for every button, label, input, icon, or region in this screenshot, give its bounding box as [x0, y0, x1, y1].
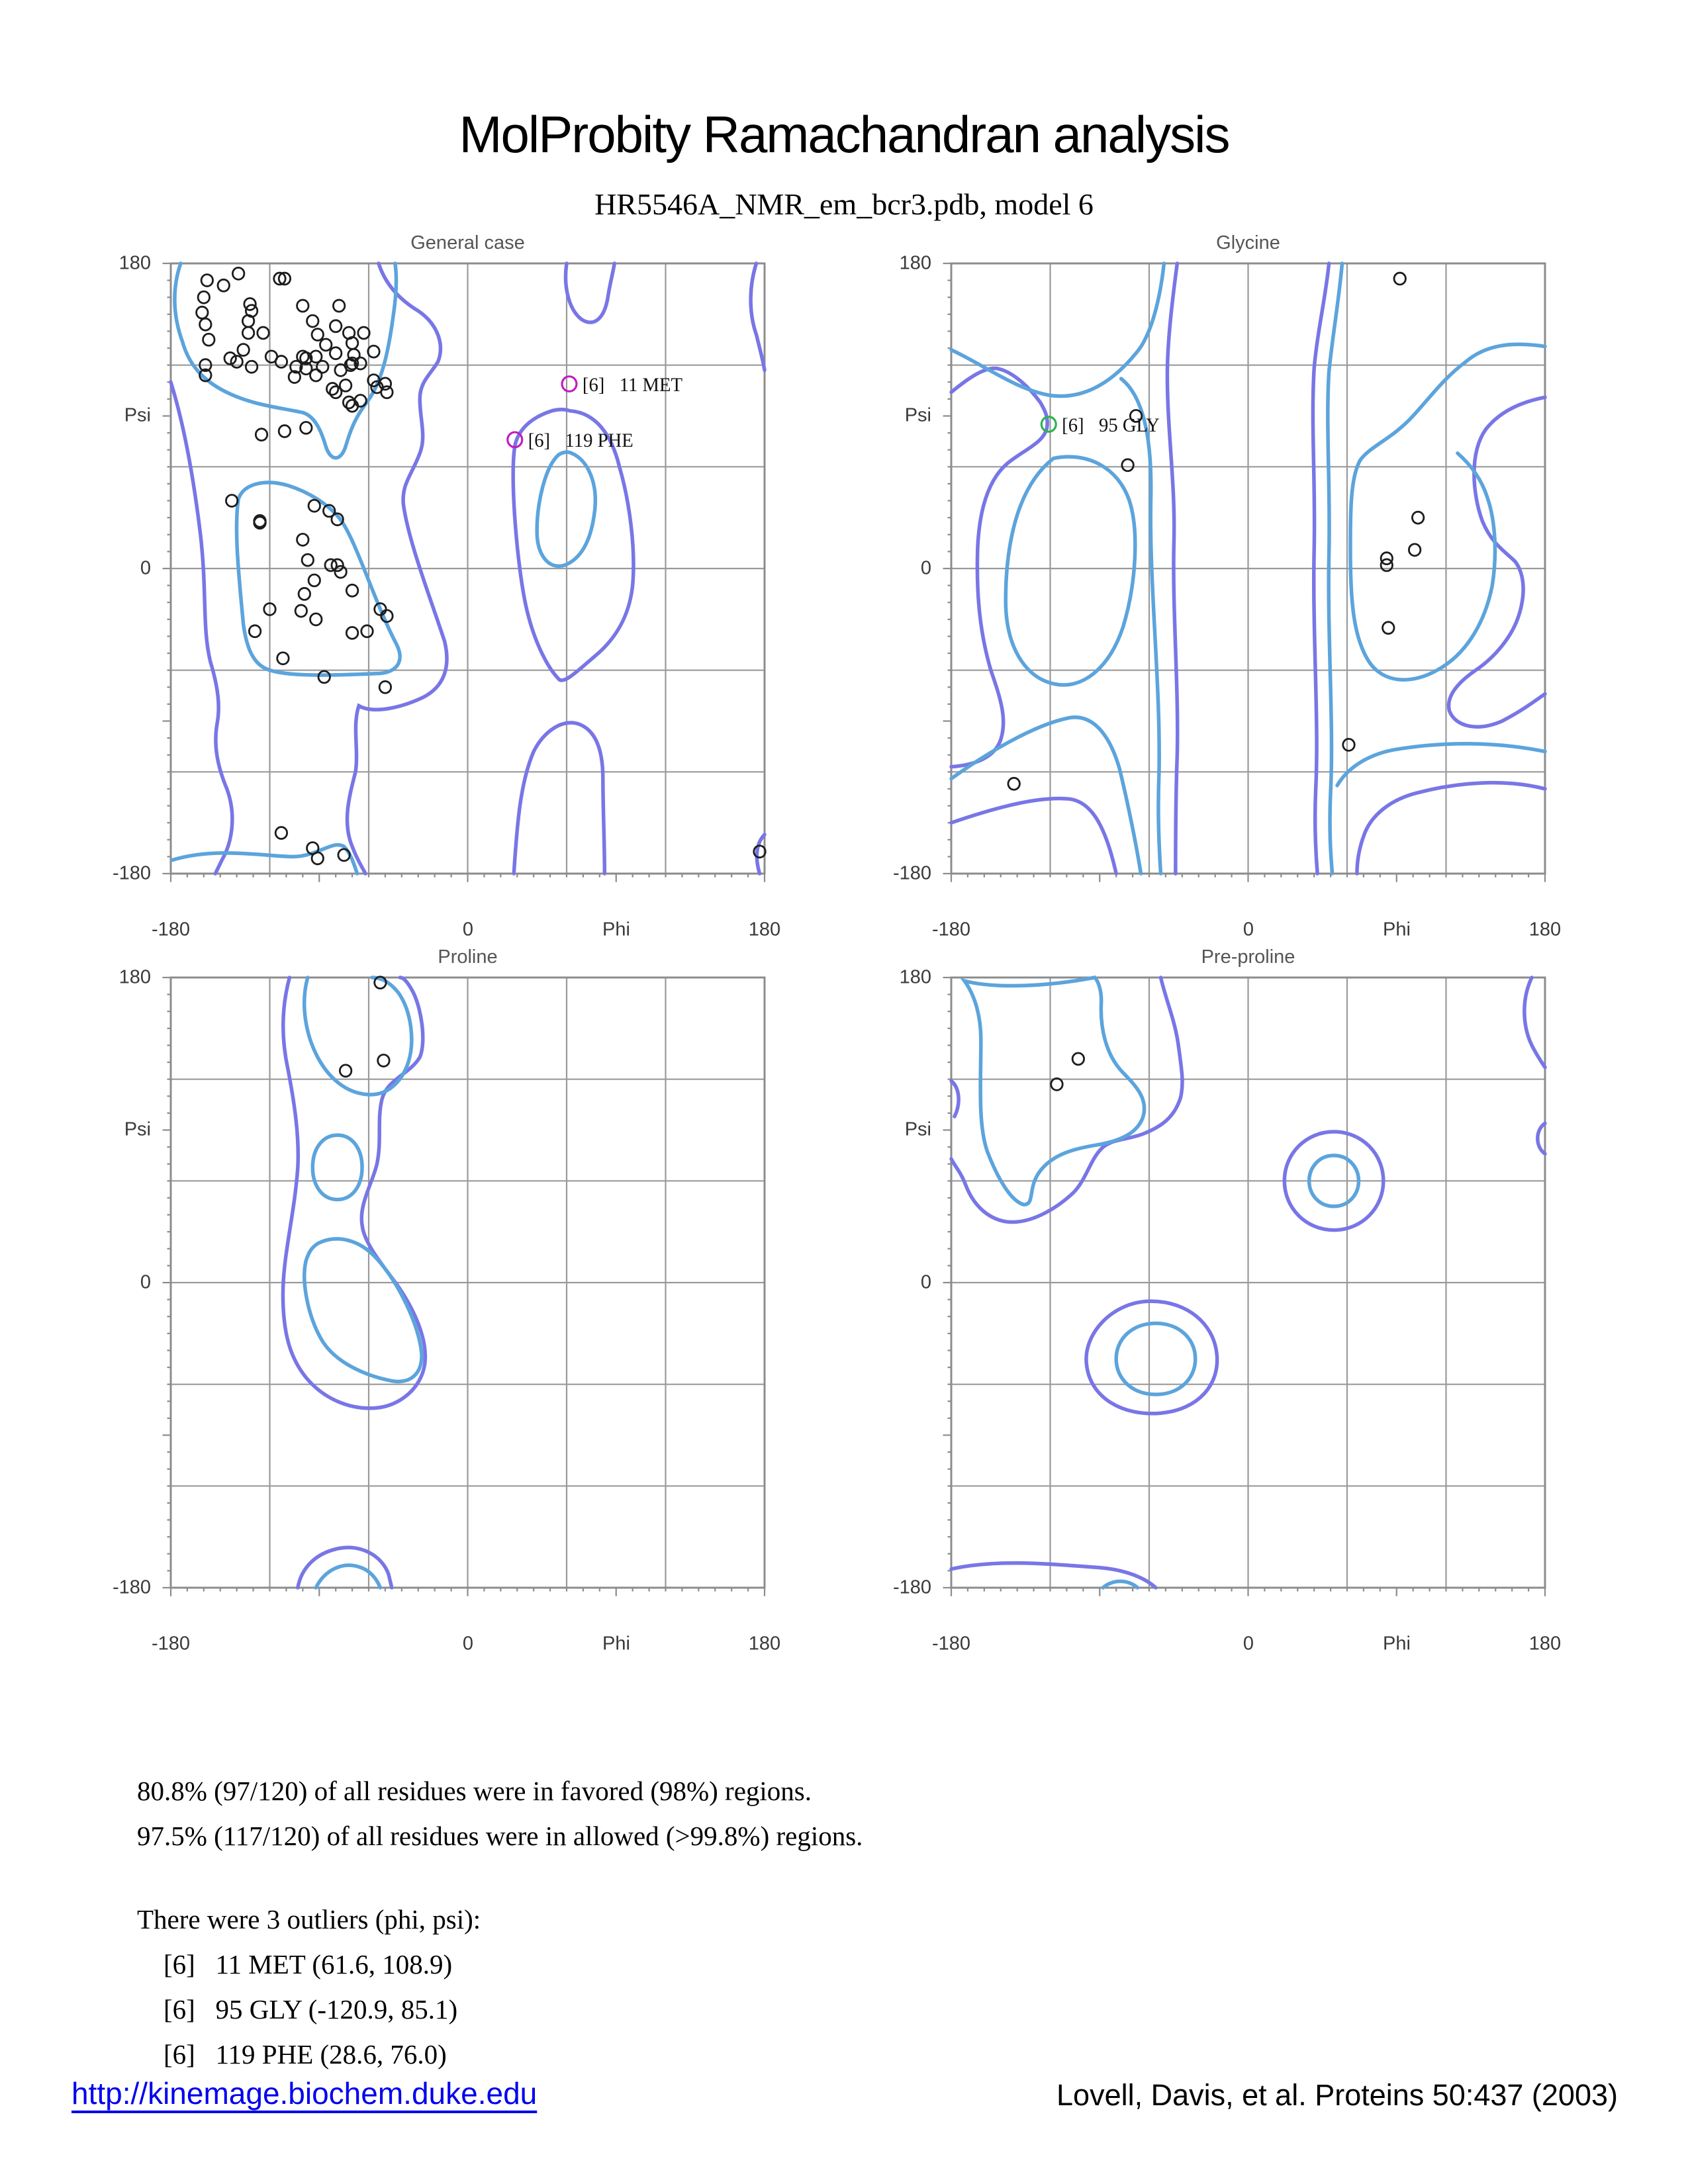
residue-point	[361, 625, 373, 637]
contour-favored	[1337, 744, 1545, 786]
ytick-0: 0	[140, 557, 151, 579]
contour-favored	[236, 482, 400, 675]
xtick-0: 0	[462, 1633, 474, 1655]
residue-point	[340, 379, 351, 391]
kinemage-link[interactable]: http://kinemage.biochem.duke.edu	[71, 2076, 538, 2111]
residue-point	[1072, 1053, 1084, 1065]
residue-point	[330, 347, 341, 359]
outliers-heading: There were 3 outliers (phi, psi):	[137, 1904, 481, 1934]
contour-allowed	[514, 723, 604, 874]
contour-allowed	[951, 369, 1047, 767]
outlier-item: [6] 95 GLY (-120.9, 85.1)	[164, 1994, 458, 2025]
residue-point	[302, 554, 313, 566]
ramachandran-canvas-proline	[171, 978, 765, 1588]
residue-point	[1008, 778, 1019, 790]
ytick-0: 0	[920, 557, 931, 579]
page-subtitle: HR5546A_NMR_em_bcr3.pdb, model 6	[594, 187, 1094, 221]
residue-point	[330, 320, 341, 332]
plot-general-case	[112, 232, 781, 940]
y-axis-label-psi: Psi	[904, 404, 931, 426]
xtick-neg180: -180	[151, 919, 191, 940]
y-axis-label-psi: Psi	[904, 1118, 931, 1140]
outlier-item: [6] 119 PHE (28.6, 76.0)	[164, 2039, 447, 2070]
residue-point	[333, 300, 344, 312]
residue-point	[1343, 739, 1354, 751]
contour-allowed	[1524, 978, 1545, 1068]
residue-point	[310, 614, 322, 625]
x-axis-label-phi: Phi	[602, 919, 630, 940]
contour-favored	[1006, 457, 1135, 685]
residue-point	[346, 584, 357, 596]
residue-point	[218, 279, 229, 291]
residue-point	[379, 681, 391, 693]
y-axis-label-psi: Psi	[124, 1118, 151, 1140]
residue-point	[346, 337, 357, 349]
residue-point	[297, 533, 308, 545]
outlier-label: [6] 11 MET	[582, 374, 682, 396]
residue-point	[1051, 1078, 1062, 1090]
plot-title-general-case: General case	[410, 232, 525, 253]
residue-point	[381, 387, 393, 398]
ytick-180: 180	[899, 252, 931, 274]
residue-point	[232, 267, 244, 279]
residue-point	[242, 315, 254, 327]
residue-point	[246, 361, 257, 373]
ytick-180: 180	[118, 252, 151, 274]
ytick-neg180: -180	[892, 1576, 931, 1598]
ramachandran-canvas-glycine	[951, 263, 1545, 874]
plot-pre-proline	[892, 946, 1562, 1655]
residue-point	[198, 291, 209, 303]
contour-favored	[951, 717, 1141, 874]
residue-point	[1409, 544, 1420, 556]
plot-title-pre-proline: Pre-proline	[1201, 946, 1295, 968]
outlier-label: [6] 95 GLY	[1062, 414, 1160, 436]
residue-point	[301, 422, 312, 433]
contour-allowed	[951, 799, 1116, 874]
allowed-summary-line: 97.5% (117/120) of all residues were in allowed (>99.8%) regions.	[137, 1821, 863, 1851]
xtick-180: 180	[748, 919, 781, 940]
residue-point	[1383, 622, 1394, 634]
citation-text: Lovell, Davis, et al. Proteins 50:437 (2003)	[1056, 2078, 1618, 2112]
residue-point	[346, 627, 357, 639]
contour-allowed	[1086, 1301, 1217, 1414]
contour-favored	[316, 1565, 380, 1588]
xtick-neg180: -180	[931, 1633, 971, 1655]
residue-point	[343, 396, 354, 408]
residue-point	[308, 500, 320, 512]
residue-point	[312, 852, 323, 864]
page-title: MolProbity Ramachandran analysis	[459, 105, 1229, 163]
ytick-0: 0	[140, 1271, 151, 1293]
residue-point	[1122, 459, 1133, 471]
contour-favored	[1350, 344, 1545, 680]
residue-point	[201, 275, 212, 287]
residue-point	[277, 653, 289, 664]
residue-point	[299, 588, 310, 600]
residue-point	[307, 315, 318, 327]
residue-point	[238, 344, 249, 356]
residue-point	[1394, 273, 1405, 285]
xtick-0: 0	[1243, 1633, 1254, 1655]
contour-allowed	[566, 263, 615, 322]
residue-point	[1412, 512, 1423, 523]
residue-point	[320, 339, 331, 351]
contour-favored	[172, 845, 357, 874]
xtick-neg180: -180	[931, 919, 971, 940]
contour-favored	[305, 1239, 422, 1381]
xtick-0: 0	[462, 919, 474, 940]
plot-glycine	[892, 232, 1562, 940]
contour-allowed	[951, 1563, 1156, 1588]
xtick-180: 180	[1528, 1633, 1562, 1655]
residue-point	[200, 318, 211, 330]
ytick-0: 0	[920, 1271, 931, 1293]
contour-allowed	[951, 978, 1182, 1222]
y-axis-label-psi: Psi	[124, 404, 151, 426]
residue-point	[275, 356, 287, 368]
favored-summary-line: 80.8% (97/120) of all residues were in favored (98%) regions.	[137, 1776, 812, 1806]
contour-allowed	[751, 263, 765, 370]
residue-point	[275, 827, 287, 839]
xtick-0: 0	[1243, 919, 1254, 940]
contour-allowed	[171, 382, 232, 874]
residue-point	[297, 300, 308, 312]
plot-title-proline: Proline	[438, 946, 498, 968]
contour-favored	[312, 1135, 362, 1199]
residue-point	[203, 334, 214, 345]
residue-point	[256, 429, 267, 441]
contour-allowed	[757, 835, 765, 874]
ramachandran-canvas-pre-proline	[951, 978, 1545, 1588]
residue-point	[226, 495, 237, 507]
contour-allowed	[951, 1081, 959, 1116]
residue-point	[249, 625, 260, 637]
residue-point	[317, 361, 328, 373]
x-axis-label-phi: Phi	[1383, 1633, 1411, 1655]
residue-point	[295, 605, 306, 617]
plot-title-glycine: Glycine	[1216, 232, 1280, 253]
ytick-neg180: -180	[112, 862, 151, 884]
xtick-neg180: -180	[151, 1633, 191, 1655]
xtick-180: 180	[1528, 919, 1562, 940]
xtick-180: 180	[748, 1633, 781, 1655]
contour-favored	[964, 978, 1145, 1205]
x-axis-label-phi: Phi	[1383, 919, 1411, 940]
residue-point	[279, 426, 290, 437]
contour-allowed	[1449, 397, 1545, 727]
outlier-label: [6] 119 PHE	[528, 430, 633, 452]
ytick-180: 180	[899, 966, 931, 988]
plot-proline	[112, 946, 781, 1655]
x-axis-label-phi: Phi	[602, 1633, 630, 1655]
residue-point	[312, 329, 323, 341]
ramachandran-canvas-general-case	[171, 263, 765, 874]
ytick-neg180: -180	[892, 862, 931, 884]
residue-point	[368, 345, 379, 357]
outlier-point	[562, 377, 577, 392]
ytick-180: 180	[118, 966, 151, 988]
contour-allowed	[1357, 783, 1545, 874]
residue-point	[358, 327, 369, 339]
contour-favored	[951, 263, 1164, 396]
residue-point	[378, 1055, 389, 1067]
residue-point	[308, 574, 320, 586]
ytick-neg180: -180	[112, 1576, 151, 1598]
outlier-item: [6] 11 MET (61.6, 108.9)	[164, 1949, 453, 1979]
contour-allowed	[1538, 1123, 1545, 1154]
residue-point	[197, 306, 208, 318]
contour-favored	[305, 978, 412, 1095]
residue-point	[258, 327, 269, 339]
residue-point	[242, 327, 254, 339]
residue-point	[318, 671, 330, 683]
residue-point	[326, 383, 338, 395]
summary-block	[137, 1768, 863, 2077]
residue-point	[340, 1065, 351, 1077]
